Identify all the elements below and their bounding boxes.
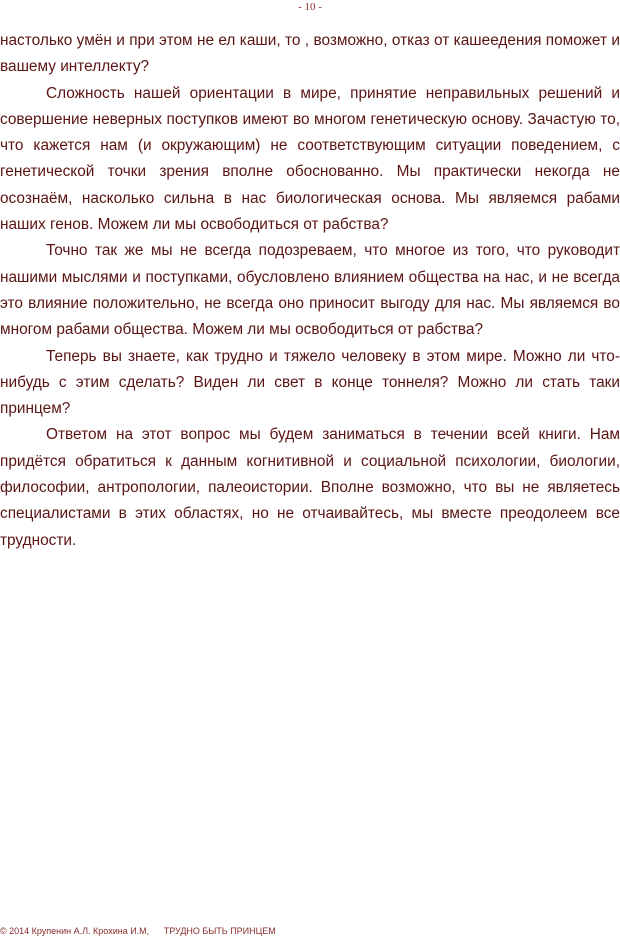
page-footer <box>0 925 276 937</box>
page-number: - 10 - <box>298 1 322 13</box>
paragraph: Точно так же мы не всегда подозреваем, что многое из того, что руководит нашими мыслями и поступками, обусловлено влиянием общества на нас, и не всегда это влияние положительно, не всегда оно приносит выгоду для нас. Мы являемся во многом рабами общества. Можем ли мы освободиться от рабства? <box>0 242 620 339</box>
footer-book-title: ТРУДНО БЫТЬ ПРИНЦЕМ <box>163 926 276 936</box>
footer-copyright: © 2014 Крупенин А.Л. Крохина И.М, <box>0 926 150 936</box>
document-body <box>0 28 620 554</box>
paragraph: Ответом на этот вопрос мы будем заниматься в течении всей книги. Нам придётся обратиться к данным когнитивной и социальной психологии, биологии, философии, антропологии, палеоистории. Вполне возможно, что вы не являетесь специалистами в этих областях, но не отчаивайтесь, мы вместе преодолеем все трудности. <box>0 426 620 549</box>
paragraph: Теперь вы знаете, как трудно и тяжело человеку в этом мире. Можно ли что-нибудь с этим сделать? Виден ли свет в конце тоннеля? Можно ли стать таки принцем? <box>0 347 620 418</box>
paragraph: Сложность нашей ориентации в мире, принятие неправильных решений и совершение неверных поступков имеют во многом генетическую основу. Зачастую то, что кажется нам (и окружающим) не соответствующим ситуации поведением, с генетической точки зрения вполне обоснованно. Мы практически некогда не осознаём, насколько сильна в нас биологическая основа. Мы являемся рабами наших генов. Можем ли мы освободиться от рабства? <box>0 84 620 234</box>
paragraph: настолько умён и при этом не ел каши, то , возможно, отказ от кашеедения поможет и вашему интеллекту? <box>0 32 620 76</box>
